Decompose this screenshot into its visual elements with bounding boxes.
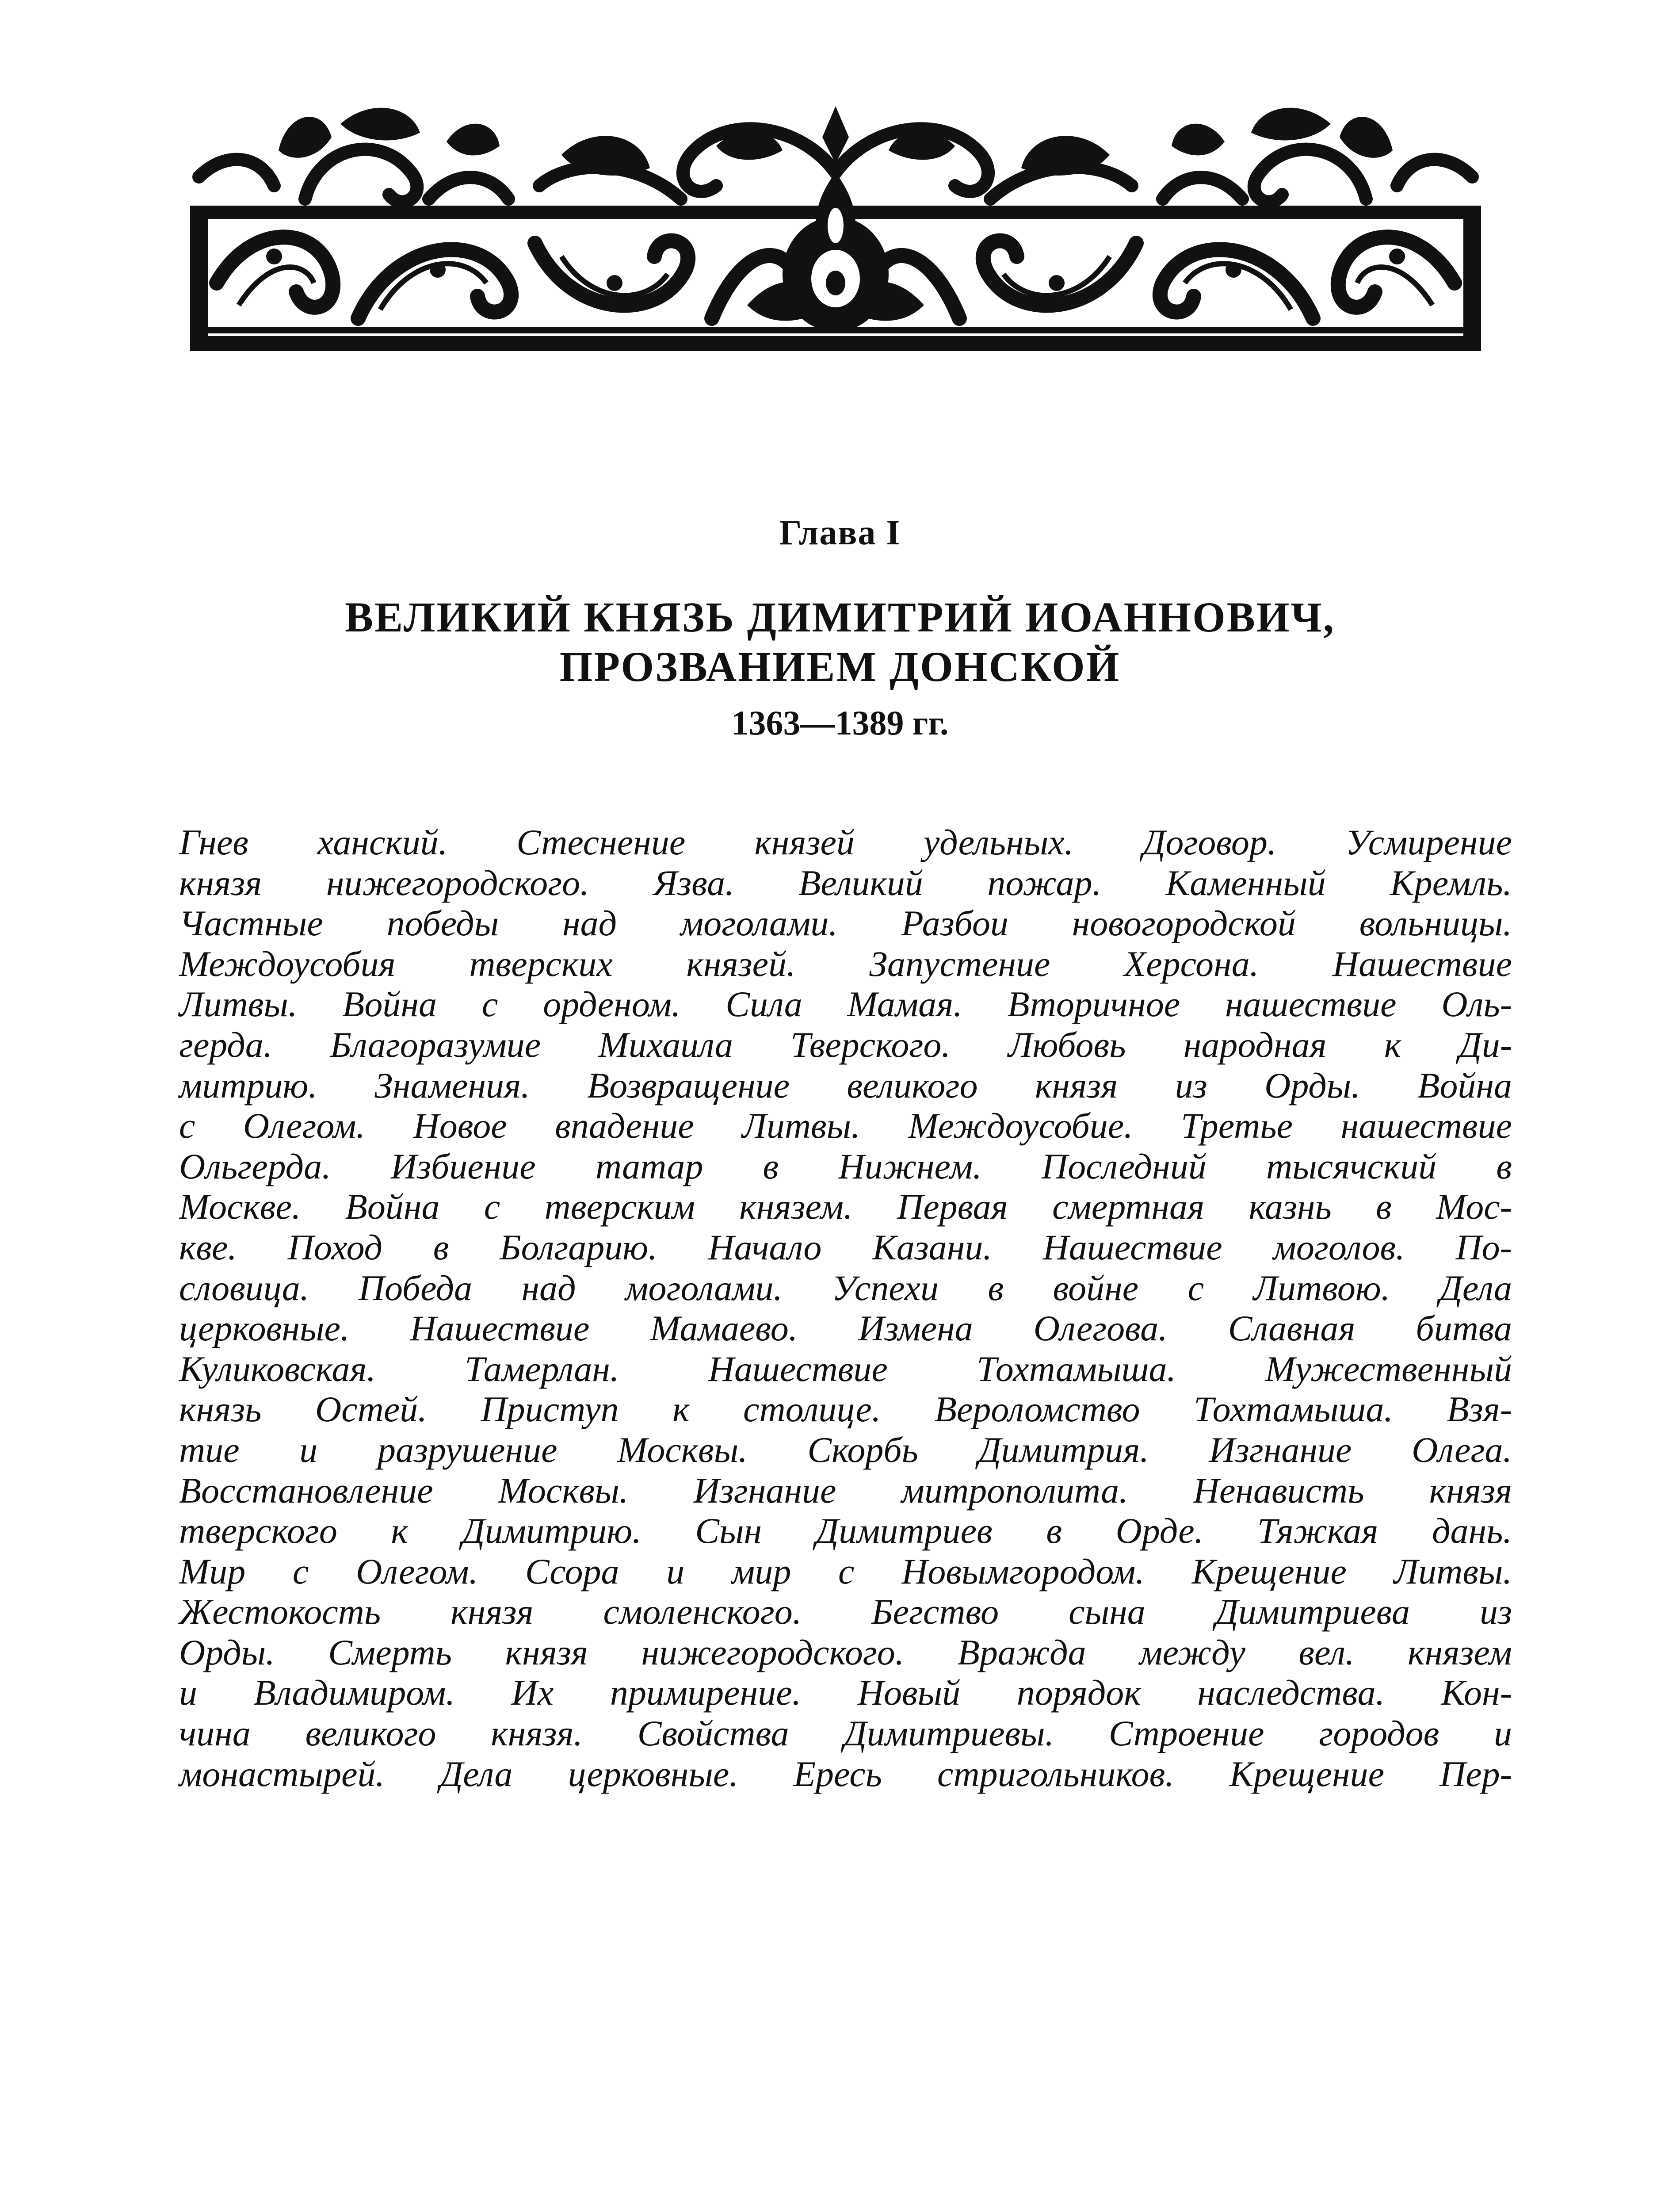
summary-line: Ольгерда. Избиение татар в Нижнем. Последний тысячский в xyxy=(179,1146,1512,1186)
summary-line: тверского к Димитрию. Сын Димитриев в Орде. Тяжкая дань. xyxy=(179,1511,1512,1551)
summary-line: и Владимиром. Их примирение. Новый порядок наследства. Кон- xyxy=(179,1672,1512,1713)
chapter-title-line-1: ВЕЛИКИЙ КНЯЗЬ ДИМИТРИЙ ИОАННОВИЧ, xyxy=(345,593,1335,641)
summary-line: с Олегом. Новое впадение Литвы. Междоусобие. Третье нашествие xyxy=(179,1106,1512,1146)
summary-line: тие и разрушение Москвы. Скорбь Димитрия. Изгнание Олега. xyxy=(179,1429,1512,1470)
summary-line: князь Остей. Приступ к столице. Вероломство Тохтамыша. Взя- xyxy=(179,1389,1512,1430)
summary-line: кве. Поход в Болгарию. Начало Казани. Нашествие моголов. По- xyxy=(179,1227,1512,1267)
summary-line: Москве. Война с тверским князем. Первая смертная казнь в Мос- xyxy=(179,1186,1512,1227)
chapter-label: Глава I xyxy=(779,513,901,552)
summary-line: Частные победы над моголами. Разбои новогородской вольницы. xyxy=(179,903,1512,944)
summary-line: Жестокость князя смоленского. Бегство сына Димитриева из xyxy=(179,1591,1512,1632)
chapter-title xyxy=(0,593,1680,692)
summary-line: Куликовская. Тамерлан. Нашествие Тохтамыша. Мужественный xyxy=(179,1348,1512,1389)
summary-line: Литвы. Война с орденом. Сила Мамая. Вторичное нашествие Оль- xyxy=(179,984,1512,1025)
summary-line: Восстановление Москвы. Изгнание митрополита. Ненависть князя xyxy=(179,1470,1512,1511)
summary-line: герда. Благоразумие Михаила Тверского. Любовь народная к Ди- xyxy=(179,1024,1512,1065)
summary-line: Междоусобия тверских князей. Запустение Херсона. Нашествие xyxy=(179,943,1512,984)
chapter-title-line-2: ПРОЗВАНИЕМ ДОНСКОЙ xyxy=(559,643,1121,690)
chapter-summary xyxy=(179,822,1512,1794)
summary-line: Орды. Смерть князя нижегородского. Вражда между вел. князем xyxy=(179,1632,1512,1672)
summary-line: чина великого князя. Свойства Димитриевы. Строение городов и xyxy=(179,1713,1512,1754)
chapter-years: 1363—1389 гг. xyxy=(731,704,949,742)
summary-line: Мир с Олегом. Ссора и мир с Новымгородом. Крещение Литвы. xyxy=(179,1551,1512,1591)
summary-line: церковные. Нашествие Мамаево. Измена Олегова. Славная битва xyxy=(179,1308,1512,1349)
summary-line: Гнев ханский. Стеснение князей удельных. Договор. Усмирение xyxy=(179,822,1512,862)
summary-line: митрию. Знамения. Возвращение великого князя из Орды. Война xyxy=(179,1065,1512,1106)
summary-line: монастырей. Дела церковные. Ересь стригольников. Крещение Пер- xyxy=(179,1753,1512,1794)
summary-line: словица. Победа над моголами. Успехи в войне с Литвою. Дела xyxy=(179,1267,1512,1308)
ornamental-headpiece-icon xyxy=(172,97,1499,371)
summary-line: князя нижегородского. Язва. Великий пожар. Каменный Кремль. xyxy=(179,862,1512,903)
